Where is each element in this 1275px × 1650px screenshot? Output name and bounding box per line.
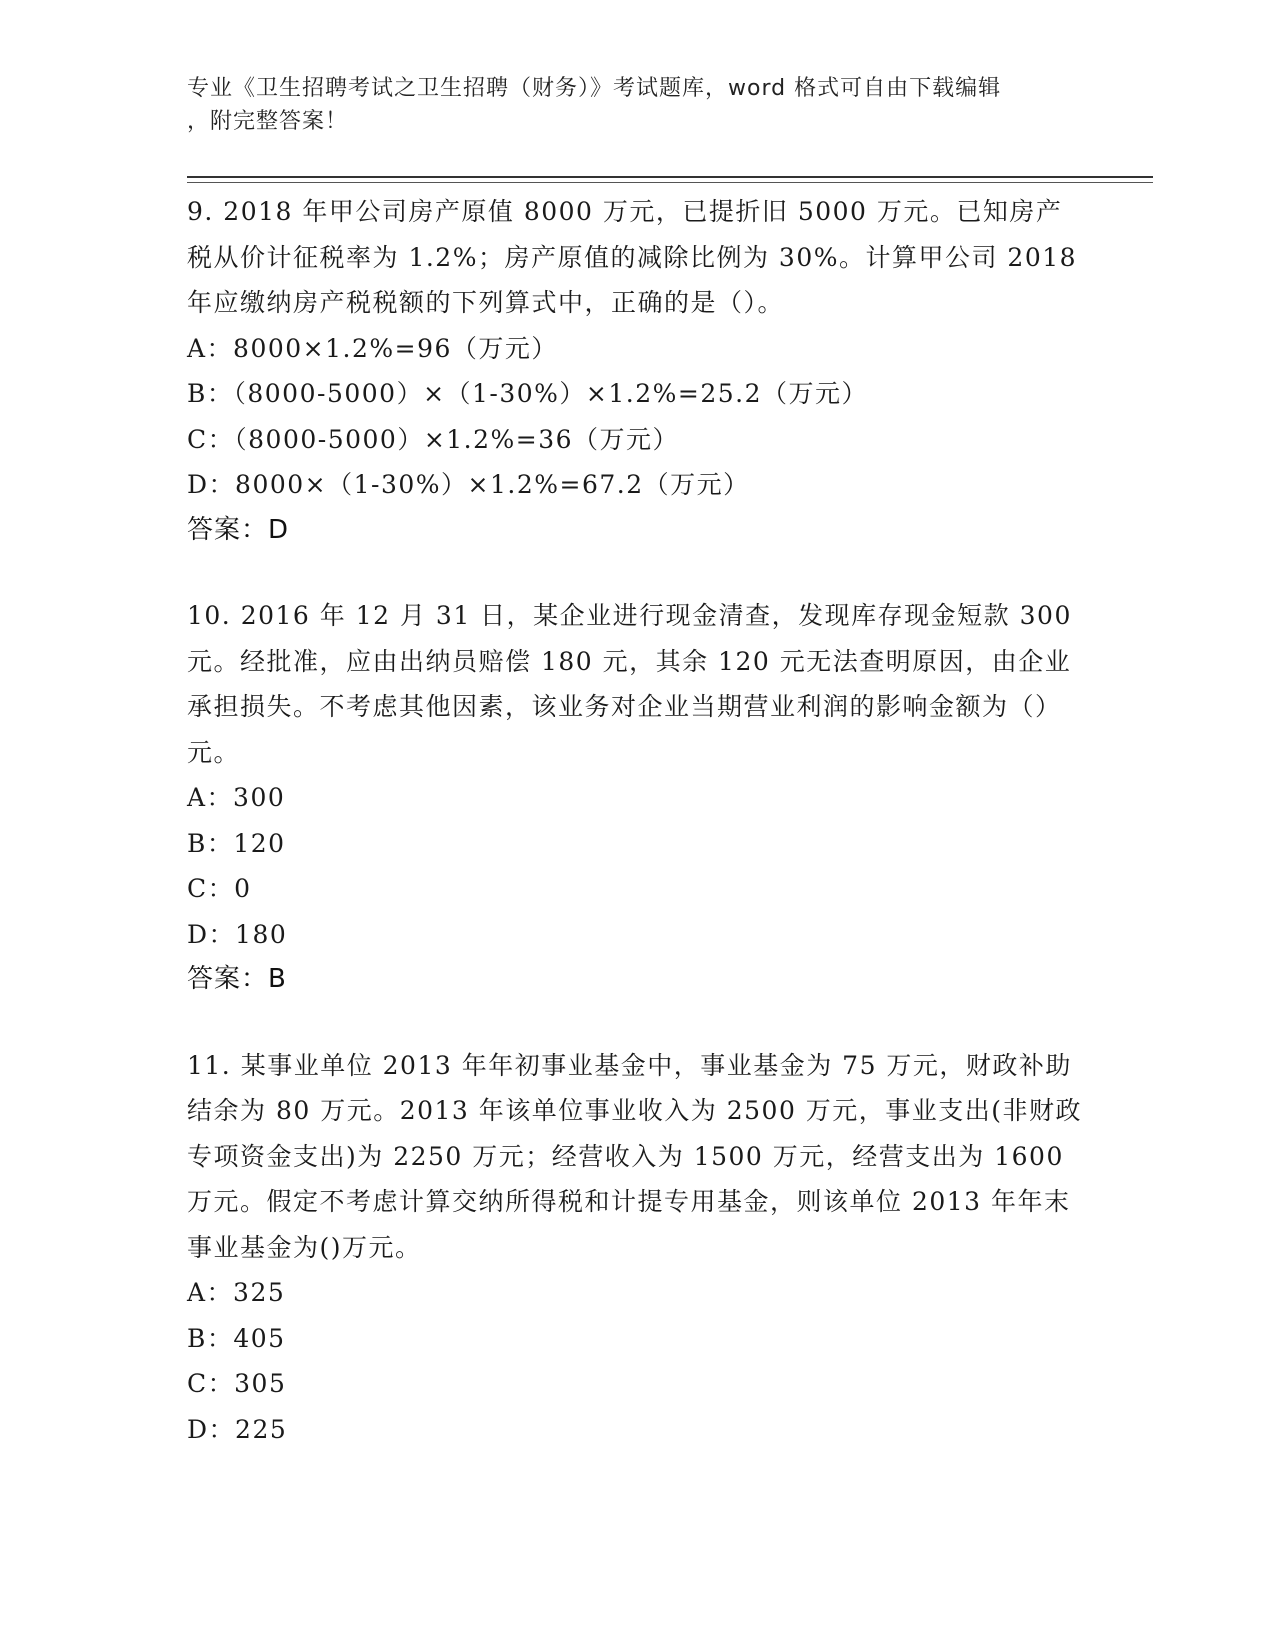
question-text: 10. 2016 年 12 月 31 日，某企业进行现金清查，发现库存现金短款 300 元。经批准，应由出纳员赔偿 180 元，其余 120 元无法查明原因，由企业承担损失。不考虑其他因素，该业务对企业当期营业利润的影响金额为（）元。 xyxy=(187,601,1072,767)
question-11 xyxy=(187,1041,1087,1453)
answer-label: 答案：B xyxy=(187,964,287,994)
option-b: B：（8000-5000）×（1-30%）×1.2%=25.2（万元） xyxy=(187,379,869,408)
option-d: D：180 xyxy=(187,919,288,949)
header-divider-thin xyxy=(187,182,1153,183)
option-b: B：405 xyxy=(187,1323,286,1353)
answer-label: 答案：D xyxy=(187,514,290,545)
question-list xyxy=(187,187,1087,1490)
option-c: C：0 xyxy=(187,874,252,903)
option-c: C：（8000-5000）×1.2%=36（万元） xyxy=(187,424,680,454)
header-divider-thick xyxy=(187,176,1153,178)
option-a: A：300 xyxy=(187,783,286,812)
option-b: B：120 xyxy=(187,828,286,858)
question-text: 9. 2018 年甲公司房产原值 8000 万元，已提折旧 5000 万元。已知房产税从价计征税率为 1.2%；房产原值的减除比例为 30%。计算甲公司 2018 年应缴纳房产税税额的下列算式中，正确的是（）。 xyxy=(187,197,1078,317)
option-c: C：305 xyxy=(187,1369,287,1398)
header-line-2: ，附完整答案！ xyxy=(187,109,349,134)
question-9 xyxy=(187,187,1087,553)
option-a: A：325 xyxy=(187,1278,286,1307)
option-a: A：8000×1.2%=96（万元） xyxy=(187,333,558,363)
header-line-1: 专业《卫生招聘考试之卫生招聘（财务）》考试题库，word 格式可自由下载编辑 xyxy=(187,76,1002,101)
question-10 xyxy=(187,591,1087,1003)
question-text: 11. 某事业单位 2013 年年初事业基金中，事业基金为 75 万元，财政补助结余为 80 万元。2013 年该单位事业收入为 2500 万元，事业支出(非财政专项资金支出)为 2250 万元；经营收入为 1500 万元，经营支出为 1600 万元。假定不考虑计算交纳所得税和计提专用基金，则该单位 2013 年年末事业基金为()万元。 xyxy=(187,1050,1083,1262)
option-d: D：8000×（1-30%）×1.2%=67.2（万元） xyxy=(187,470,750,499)
option-d: D：225 xyxy=(187,1414,288,1444)
document-header xyxy=(187,72,1077,138)
